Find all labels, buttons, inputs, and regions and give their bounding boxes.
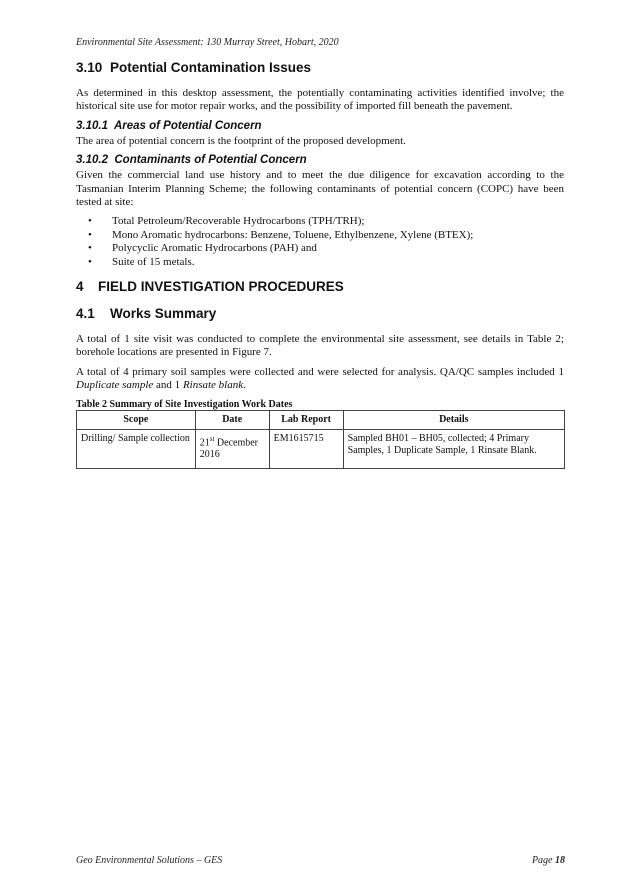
bullet-icon: • (88, 255, 92, 268)
section-number: 3.10 (76, 60, 103, 75)
running-header: Environmental Site Assessment: 130 Murray Street, Hobart, 2020 (76, 37, 339, 48)
section-4-1-heading (76, 306, 564, 321)
column-header-scope: Scope (77, 410, 196, 429)
page-content (76, 56, 564, 469)
list-item: • Total Petroleum/Recoverable Hydrocarbons (TPH/TRH); (88, 215, 365, 228)
section-3-10-1-body: The area of potential concern is the footprint of the proposed development. (76, 134, 406, 147)
section-3-10-1-heading (76, 120, 564, 132)
section-4-1-para2: A total of 4 primary soil samples were collected and were selected for analysis. QA/QC samples included 1 Duplicate sample and 1 Rinsate blank. (76, 365, 564, 392)
section-title: Areas of Potential Concern (113, 119, 262, 132)
cell-date: 21st December 2016 (195, 429, 269, 468)
bullet-icon: • (88, 215, 92, 228)
section-3-10-heading (76, 60, 564, 75)
section-title: Potential Contamination Issues (110, 60, 312, 75)
cell-scope: Drilling/ Sample collection (77, 429, 196, 468)
section-number: 3.10.1 (76, 119, 108, 132)
section-number: 3.10.2 (76, 154, 108, 167)
section-4-1-para1: A total of 1 site visit was conducted to complete the environmental site assessment, see details in Table 2; borehole locations are presented in Figure 7. (76, 333, 564, 359)
copc-list (76, 215, 564, 269)
section-title: Contaminants of Potential Concern (114, 154, 307, 167)
table-row (77, 429, 565, 468)
footer-page-number: Page 18 (531, 855, 565, 866)
table-header-row (77, 410, 565, 429)
section-title: FIELD INVESTIGATION PROCEDURES (98, 279, 344, 295)
cell-details: Sampled BH01 – BH05, collected; 4 Primary Samples, 1 Duplicate Sample, 1 Rinsate Blank. (343, 429, 564, 468)
section-3-10-2-body: Given the commercial land use history and to meet the due diligence for excavation according to the Tasmanian Interim Planning Scheme; the following contaminants of potential concern (COPC) have been tested at site: (76, 169, 564, 209)
bullet-icon: • (88, 242, 92, 255)
column-header-details: Details (343, 410, 564, 429)
list-item: • Suite of 15 metals. (88, 255, 195, 268)
section-title: Works Summary (110, 306, 217, 322)
cell-lab-report: EM1615715 (269, 429, 343, 468)
column-header-date: Date (195, 410, 269, 429)
bullet-icon: • (88, 228, 92, 241)
section-number: 4.1 (76, 306, 95, 322)
footer-company: Geo Environmental Solutions – GES (76, 855, 223, 866)
list-item: • Mono Aromatic hydrocarbons: Benzene, Toluene, Ethylbenzene, Xylene (BTEX); (88, 228, 474, 241)
work-dates-table (76, 410, 565, 469)
section-4-heading (76, 279, 564, 294)
section-3-10-body: As determined in this desktop assessment, the potentially contaminating activities identified involve; the historical site use for motor repair works, and the possibility of imported fill beneath the pavement. (76, 87, 564, 113)
section-number: 4 (76, 279, 84, 295)
section-3-10-2-heading (76, 154, 564, 166)
table-caption: Table 2 Summary of Site Investigation Work Dates (76, 398, 293, 410)
column-header-lab-report: Lab Report (269, 410, 343, 429)
list-item: • Polycyclic Aromatic Hydrocarbons (PAH) and (88, 242, 317, 255)
